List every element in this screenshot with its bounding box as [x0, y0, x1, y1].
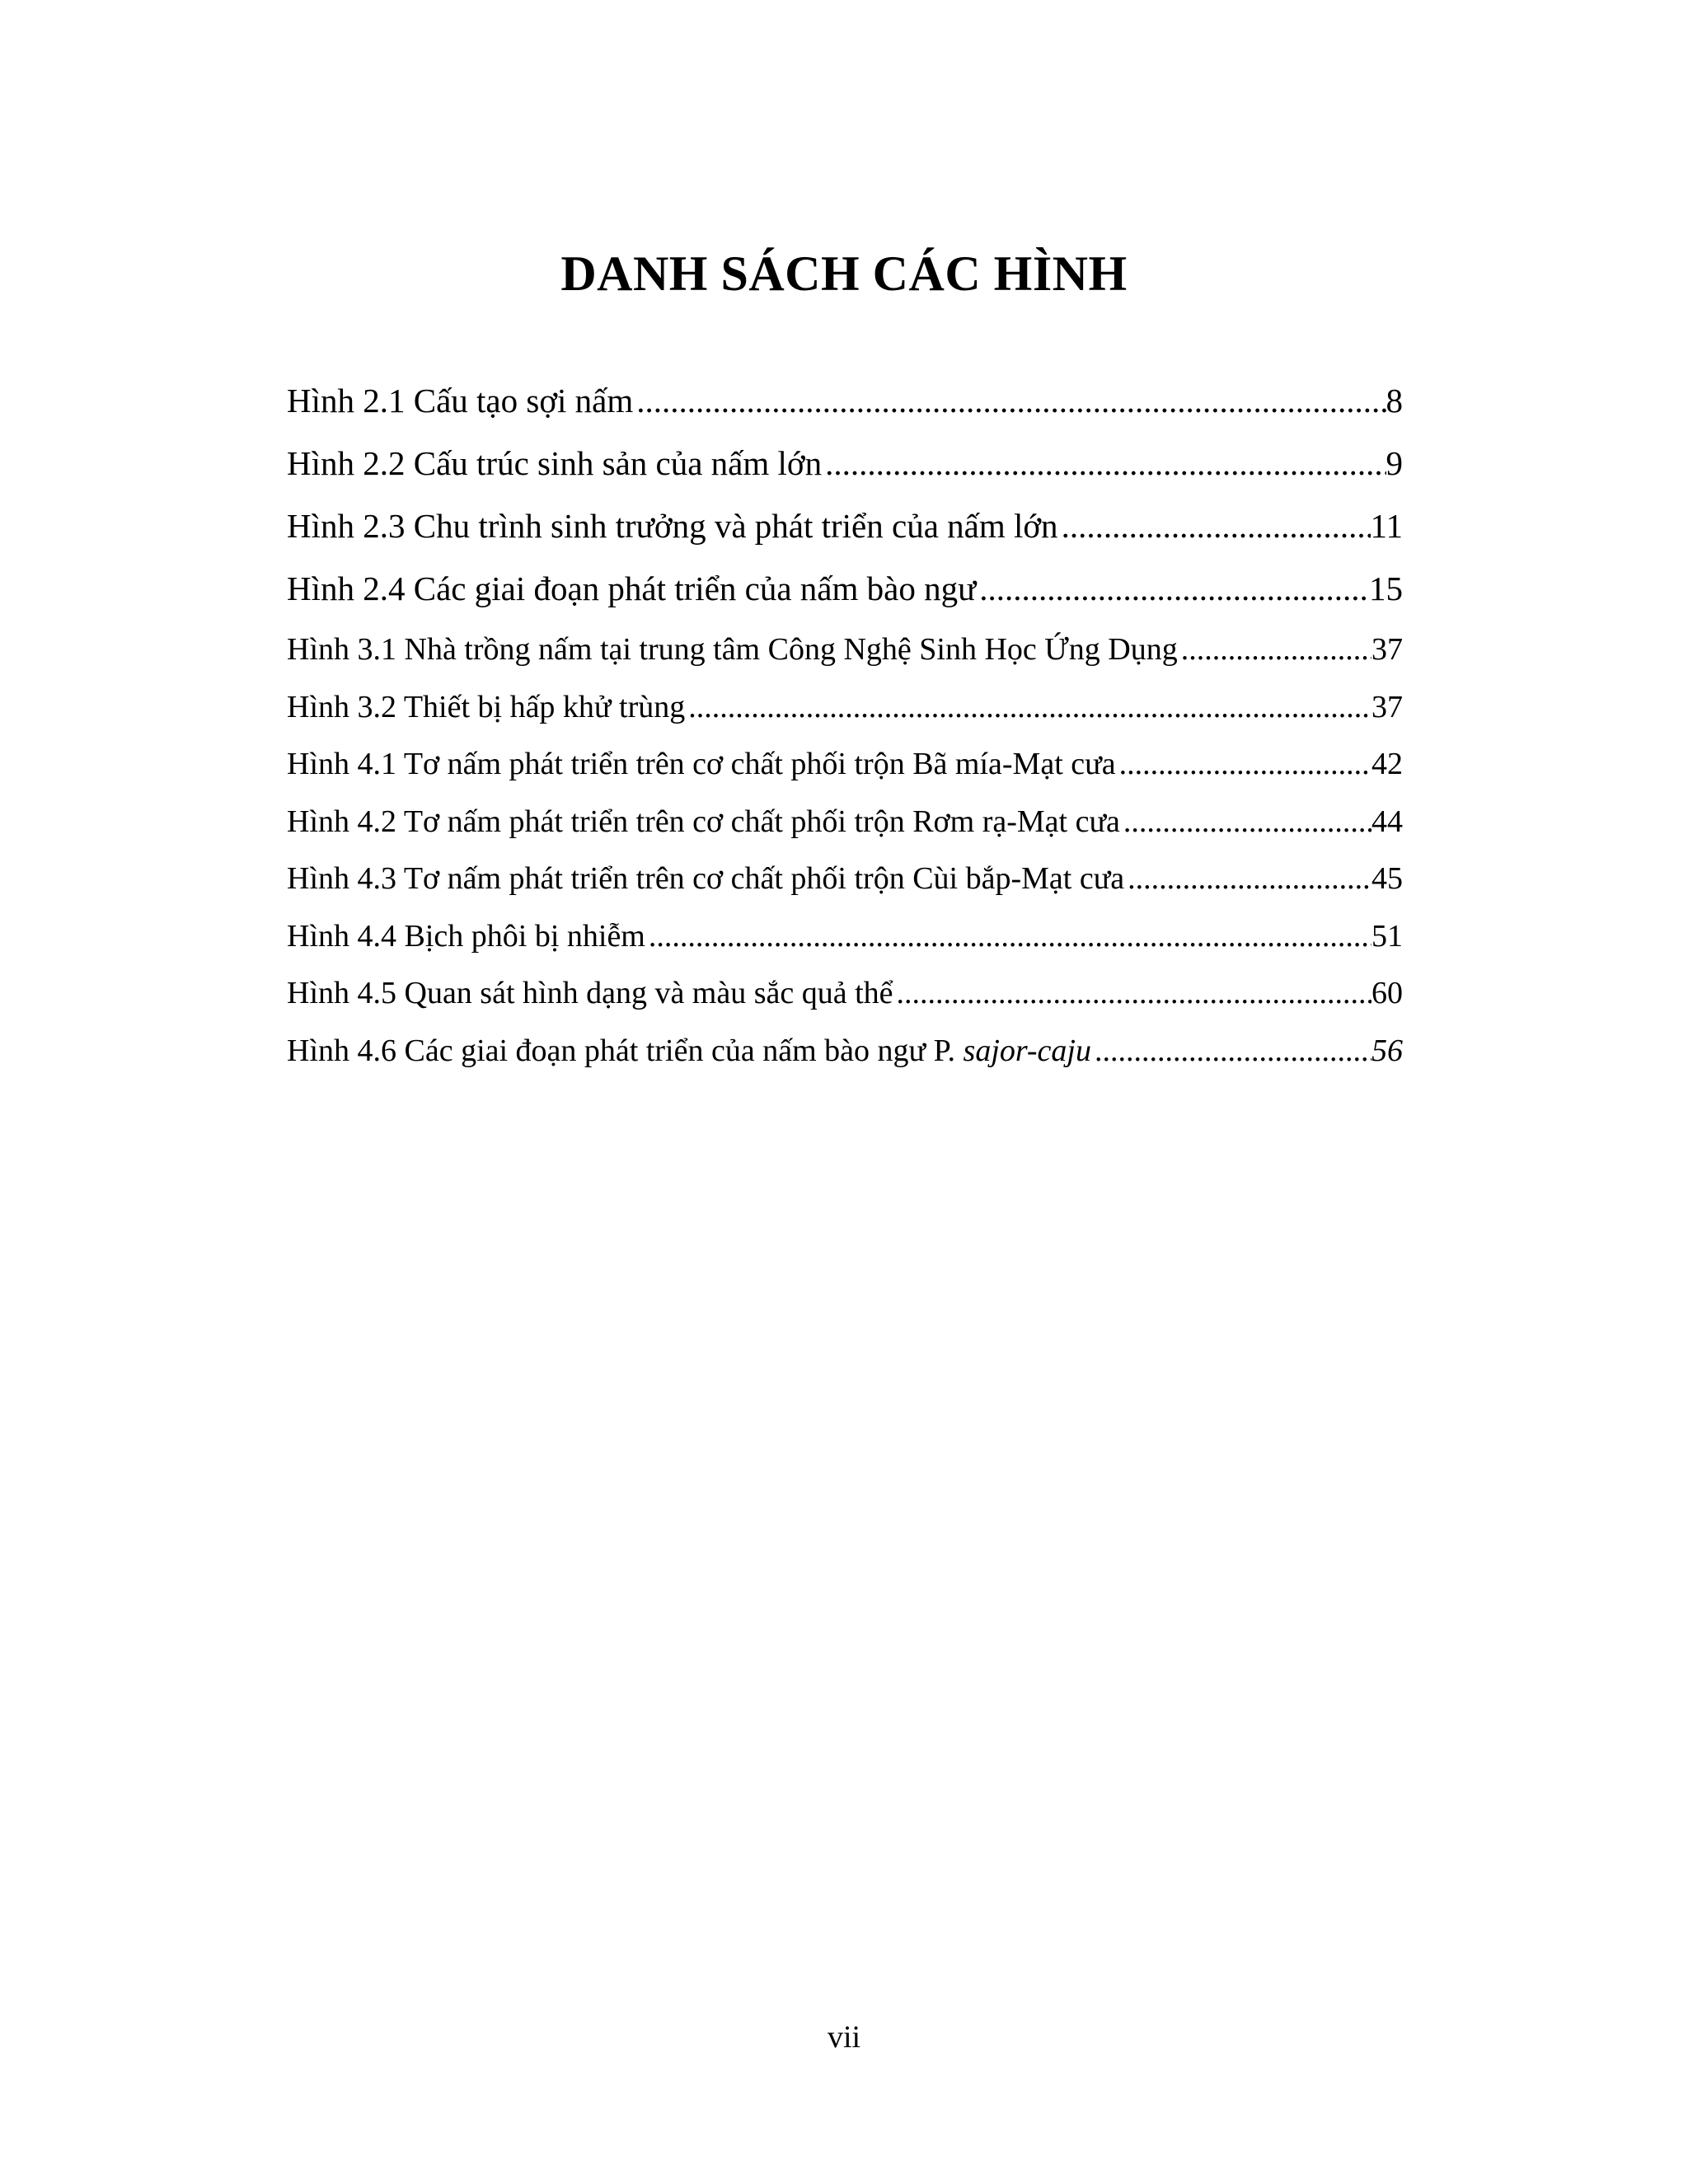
toc-entry[interactable]	[287, 746, 1403, 804]
toc-entry-page: 37	[1372, 632, 1403, 667]
toc-entry-label: Hình 4.3 Tơ nấm phát triển trên cơ chất phối trộn Cùi bắp-Mạt cưa	[287, 861, 1125, 896]
page-number: vii	[827, 2020, 861, 2055]
toc-entry[interactable]	[287, 569, 1403, 631]
toc-entry-label: Hình 4.2 Tơ nấm phát triển trên cơ chất phối trộn Rơm rạ-Mạt cưa	[287, 804, 1120, 839]
toc-entry-label: Hình 4.5 Quan sát hình dạng và màu sắc quả thể	[287, 976, 893, 1010]
toc-entry-label: Hình 3.1 Nhà trồng nấm tại trung tâm Công Nghệ Sinh Học Ứng Dụng	[287, 632, 1178, 667]
dot-leader	[1116, 746, 1372, 782]
toc-entry-page: 37	[1372, 689, 1403, 724]
toc-entry-label: Hình 3.2 Thiết bị hấp khử trùng	[287, 689, 686, 724]
dot-leader	[633, 381, 1386, 420]
toc-entry-label	[287, 1033, 1091, 1069]
dot-leader	[1091, 1033, 1372, 1069]
species-name-italic: sajor-caju	[963, 1033, 1091, 1068]
toc-entry-page: 8	[1386, 382, 1403, 419]
toc-entry[interactable]	[287, 506, 1403, 569]
toc-entry[interactable]	[287, 860, 1403, 918]
toc-entry-page: 15	[1369, 569, 1403, 607]
toc-entry-label: Hình 2.1 Cấu tạo sợi nấm	[287, 382, 634, 419]
toc-entry-page: 44	[1372, 804, 1403, 839]
dot-leader	[822, 443, 1386, 483]
toc-entry[interactable]	[287, 804, 1403, 861]
page-title: DANH SÁCH CÁC HÌNH	[560, 246, 1128, 301]
toc-entry-label: Hình 2.2 Cấu trúc sinh sản của nấm lớn	[287, 444, 823, 482]
toc-entry-page: 51	[1372, 918, 1403, 954]
toc-entry-label: Hình 4.1 Tơ nấm phát triển trên cơ chất phối trộn Bã mía-Mạt cưa	[287, 747, 1116, 781]
toc-entry-label-text: Hình 4.6 Các giai đoạn phát triển của nấm bào ngư P.	[287, 1033, 964, 1068]
toc-entry-label: Hình 2.3 Chu trình sinh trưởng và phát triển của nấm lớn	[287, 507, 1058, 545]
toc-entry-page: 45	[1372, 861, 1403, 896]
toc-entry[interactable]	[287, 1033, 1403, 1090]
dot-leader	[1124, 860, 1372, 897]
toc-entry[interactable]	[287, 918, 1403, 976]
toc-entry-label: Hình 4.4 Bịch phôi bị nhiễm	[287, 918, 645, 954]
toc-entry-page: 60	[1372, 976, 1403, 1010]
dot-leader	[893, 975, 1372, 1011]
toc-entry[interactable]	[287, 975, 1403, 1033]
toc-entry-label: Hình 2.4 Các giai đoạn phát triển của nấm bào ngư	[287, 569, 977, 607]
dot-leader	[1120, 804, 1372, 840]
toc-entry-page: 11	[1370, 507, 1403, 545]
dot-leader	[645, 918, 1372, 954]
toc-entry-page: 42	[1372, 747, 1403, 781]
toc-entry[interactable]	[287, 381, 1403, 443]
toc-entry[interactable]	[287, 631, 1403, 689]
toc-entry-page: 56	[1372, 1033, 1403, 1068]
figure-list	[287, 381, 1403, 1090]
dot-leader	[1058, 506, 1371, 546]
toc-entry[interactable]	[287, 689, 1403, 747]
dot-leader	[1178, 631, 1372, 668]
toc-entry-page: 9	[1386, 444, 1403, 482]
dot-leader	[685, 689, 1372, 725]
toc-entry[interactable]	[287, 443, 1403, 506]
dot-leader	[976, 569, 1369, 608]
